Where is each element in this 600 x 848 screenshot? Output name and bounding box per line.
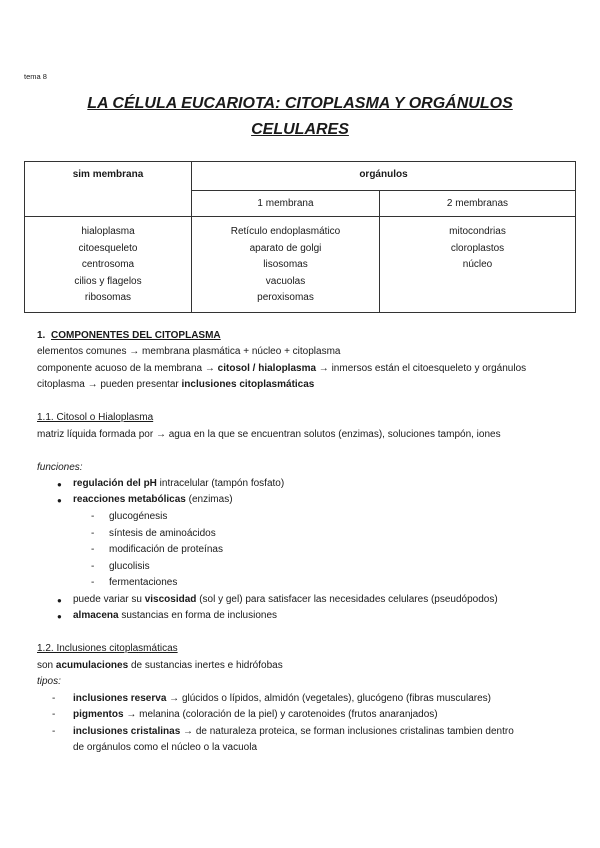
bullet-icon: ● <box>57 496 62 505</box>
dash-icon: - <box>52 726 56 737</box>
bullet-icon: ● <box>57 480 62 489</box>
subsection-heading: 1.2. Inclusiones citoplasmáticas <box>37 643 178 654</box>
dash-icon: - <box>91 528 95 539</box>
list-item: síntesis de aminoácidos <box>109 528 216 539</box>
paragraph-line: componente acuoso de la membrana → citosol / hialoplasma → inmersos están el citoesqueleto y orgánulos <box>37 363 527 374</box>
list-item: reacciones metabólicas (enzimas) <box>73 494 233 505</box>
list-item: centrosoma <box>81 259 135 270</box>
list-item: modificación de proteínas <box>109 544 223 555</box>
paragraph-line: son acumulaciones de sustancias inertes e hidrófobas <box>37 660 283 671</box>
table-header-organelles: orgánulos <box>192 162 576 191</box>
bullet-icon: ● <box>57 596 62 605</box>
table-cell-no-membrane <box>25 217 192 313</box>
section-heading: COMPONENTES DEL CITOPLASMA <box>51 330 221 341</box>
list-item: mitocondrias <box>449 226 506 237</box>
dash-icon: - <box>91 561 95 572</box>
list-item: aparato de golgi <box>249 242 322 254</box>
list-item: puede variar su viscosidad (sol y gel) para satisfacer las necesidades celulares (pseudópodos) <box>73 594 498 605</box>
list-item: fermentaciones <box>109 577 178 588</box>
bullet-icon: ● <box>57 612 62 621</box>
table-subheader-1-membrane: 1 membrana <box>192 191 380 217</box>
subsection-heading: 1.1. Citosol o Hialoplasma <box>37 412 154 423</box>
list-item: glucogénesis <box>109 511 168 522</box>
dash-icon: - <box>52 693 56 704</box>
list-item: citoesqueleto <box>78 242 138 254</box>
paragraph-line: elementos comunes → membrana plasmática + núcleo + citoplasma <box>37 346 341 357</box>
list-item: glucolisis <box>109 561 150 572</box>
list-item: cilios y flagelos <box>74 275 142 287</box>
paragraph-line: citoplasma → pueden presentar inclusiones citoplasmáticas <box>37 379 315 390</box>
list-item: vacuolas <box>265 275 306 287</box>
document-title-line2: CELULARES <box>251 121 349 138</box>
dash-icon: - <box>52 709 56 720</box>
organelle-table <box>24 161 576 313</box>
list-item: pigmentos → melanina (coloración de la piel) y carotenoides (frutos anaranjados) <box>73 709 438 720</box>
list-item: peroxisomas <box>257 292 314 303</box>
list-item: hialoplasma <box>81 226 135 237</box>
table-cell-2-membranes <box>380 217 576 313</box>
list-item: inclusiones reserva → glúcidos o lípidos, almidón (vegetales), glucógeno (fibras musculares) <box>73 693 491 704</box>
label-funciones: funciones: <box>37 462 83 473</box>
dash-icon: - <box>91 577 95 588</box>
table-subheader-2-membranes: 2 membranas <box>380 191 576 217</box>
label-tipos: tipos: <box>37 676 61 687</box>
list-item: ribosomas <box>84 292 132 303</box>
document-title-line1: LA CÉLULA EUCARIOTA: CITOPLASMA Y ORGÁNULOS <box>87 95 513 112</box>
table-header-no-membrane: sim membrana <box>25 162 192 217</box>
dash-icon: - <box>91 511 95 522</box>
table-cell-1-membrane <box>192 217 380 313</box>
list-item: lisosomas <box>263 259 308 270</box>
list-item-continuation: de orgánulos como el núcleo o la vacuola <box>73 742 258 753</box>
list-item: Retículo endoplasmático <box>230 226 341 237</box>
topic-label: tema 8 <box>24 72 47 81</box>
list-item: inclusiones cristalinas → de naturaleza proteica, se forman inclusiones cristalinas tambien dentro <box>73 726 514 737</box>
list-item: almacena sustancias en forma de inclusiones <box>73 610 278 621</box>
list-item: núcleo <box>462 259 493 270</box>
paragraph-line: matriz líquida formada por → agua en la que se encuentran solutos (enzimas), soluciones tampón, iones <box>37 429 501 440</box>
list-item: cloroplastos <box>450 242 505 254</box>
list-item: regulación del pH intracelular (tampón fosfato) <box>73 478 285 489</box>
section-number: 1. <box>37 330 46 341</box>
dash-icon: - <box>91 544 95 555</box>
